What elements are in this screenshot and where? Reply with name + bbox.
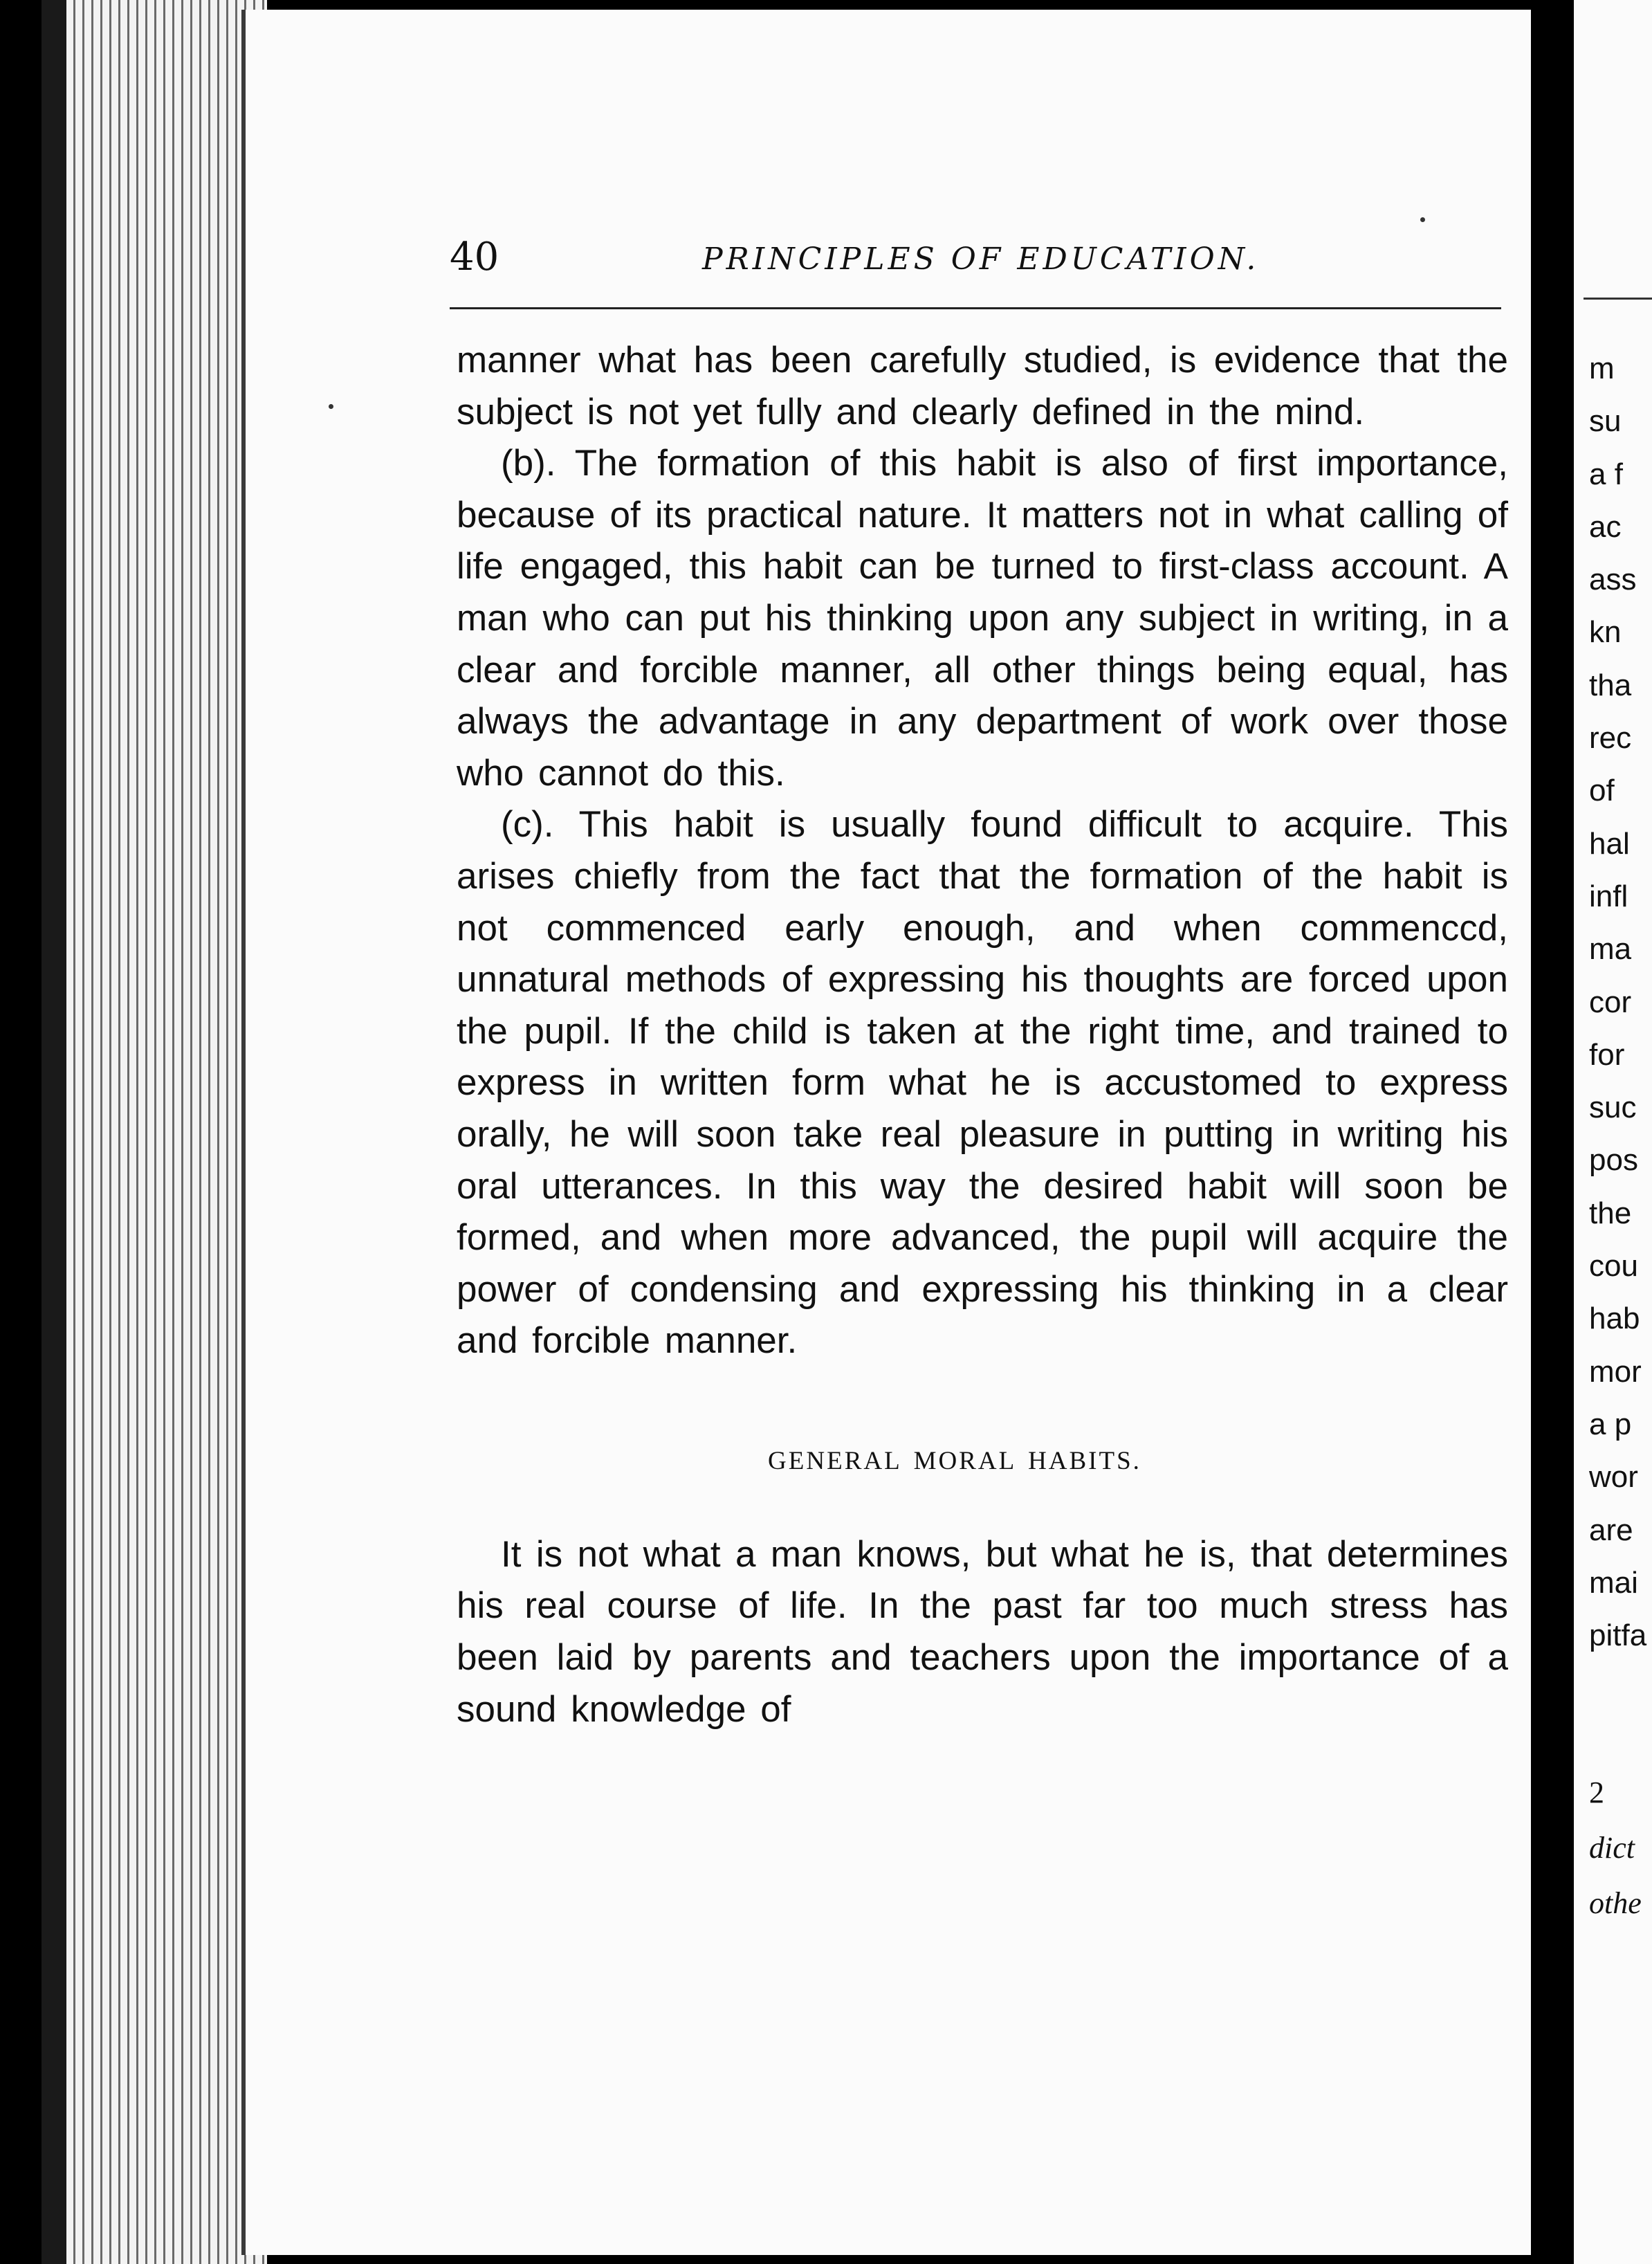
book-spine-shadow [42, 0, 66, 2264]
right-footnote: dict [1589, 1831, 1635, 1865]
speck [329, 404, 333, 409]
right-line: the [1589, 1196, 1632, 1230]
right-line: rec [1589, 721, 1632, 756]
running-title: PRINCIPLES OF EDUCATION. [702, 241, 1260, 277]
speck [1420, 217, 1425, 222]
right-line: kn [1589, 615, 1622, 650]
right-line: a f [1589, 457, 1623, 491]
section-paragraph: It is not what a man knows, but what he is, that determines his real course of life. In the past far too much stress has been laid by parents and teachers upon the importance of a sound knowledge of [457, 1533, 1508, 1730]
right-line: cou [1589, 1249, 1638, 1284]
right-line: of [1589, 774, 1615, 808]
right-line: ac [1589, 509, 1622, 544]
paragraph-b: (b). The formation of this habit is also of first importance, because of its practical nature. It matters not in what calling of life engaged, this habit can be turned to first-class account. A man who can put his thinking upon any subject in writing, in a clear and forcible manner, all other things being equal, has always the advantage in any department of work over those who cannot do this. [457, 443, 1508, 794]
right-line: for [1589, 1037, 1625, 1072]
right-header-rule [1584, 298, 1652, 300]
paragraph-c: (c). This habit is usually found difficult to acquire. This arises chiefly from the fact that the formation of the habit is not commenced early enough, and when commenccd, unnatural methods of expressing his thoughts are forced upon the pupil. If the child is taken at the right time, and trained to express in written form what he is accustomed to express orally, he will soon take real pleasure in putting in writing his oral utterances. In this way the desired habit will soon be formed, and when more advanced, the pupil will acquire the power of condensing and expressing his thinking in a clear and forcible manner. [457, 804, 1508, 1362]
right-line: pitfa [1589, 1618, 1647, 1653]
right-footnote: 2 [1589, 1775, 1604, 1809]
right-line: su [1589, 404, 1622, 439]
right-line: a p [1589, 1407, 1632, 1441]
left-page [246, 10, 1531, 2255]
header-rule [450, 307, 1501, 309]
right-line: pos [1589, 1143, 1638, 1178]
right-line: ass [1589, 563, 1637, 597]
right-line: hal [1589, 826, 1630, 861]
right-line: mai [1589, 1565, 1638, 1600]
right-footnote: othe [1589, 1886, 1642, 1920]
page-body [457, 335, 1508, 1735]
right-line: cor [1589, 985, 1632, 1019]
right-line: m [1589, 352, 1615, 385]
page-edges [66, 0, 267, 2264]
right-line: suc [1589, 1090, 1637, 1125]
right-line: mor [1589, 1354, 1642, 1389]
right-line: wor [1589, 1460, 1638, 1495]
right-page-text [1589, 343, 1646, 1662]
paragraph-continued: manner what has been carefully studied, is evidence that the subject is not yet fully and clearly defined in the mind. [457, 340, 1508, 432]
page-header [450, 235, 1501, 290]
right-page-edge [1574, 0, 1652, 2264]
right-line: tha [1589, 668, 1632, 702]
right-line: hab [1589, 1302, 1640, 1336]
right-line: ma [1589, 932, 1632, 967]
right-line: infl [1589, 879, 1628, 913]
right-line: are [1589, 1513, 1633, 1547]
page-number: 40 [450, 235, 499, 280]
section-heading: GENERAL MORAL HABITS. [768, 1446, 1141, 1475]
